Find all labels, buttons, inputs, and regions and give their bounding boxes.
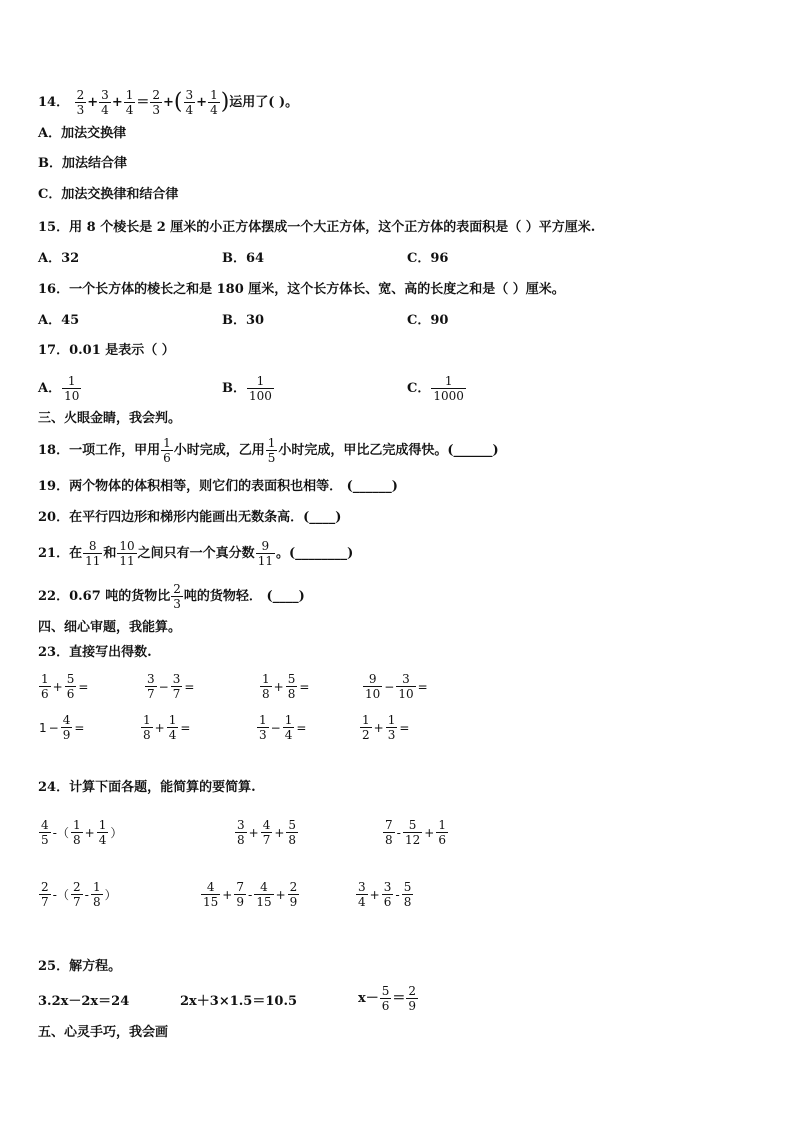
right-paren: ) xyxy=(220,89,230,115)
operator: + xyxy=(369,887,380,902)
question-18: 18．一项工作，甲用 $\frac{1}{6}$ 小时完成，乙用 $\frac{1}{5}$ 小时完成，甲比乙完成得快。(______) xyxy=(38,436,499,465)
question-15: 15．用 8 个棱长是 2 厘米的小正方体摆成一个大正方体，这个正方体的表面积是（ ）平方厘米. xyxy=(38,220,596,235)
fraction: $\frac{1}{100}$ xyxy=(249,374,272,403)
fraction: $\frac{1}{4}$ xyxy=(98,818,107,847)
q14-option-c[interactable]: C．加法交换律和结合律 xyxy=(38,187,179,202)
section-4-heading: 四、细心审题，我能算。 xyxy=(38,620,182,635)
fraction: $\frac{5}{8}$ xyxy=(403,880,412,909)
question-14: 14． $\frac{2}{3}$ + $\frac{3}{4}$ + $\frac{1}{4}$ ＝ $\frac{2}{3}$ +( $\frac{3}{4}$ + $\frac{1}{4}$ )运用了( )。 xyxy=(38,88,299,117)
operator: + xyxy=(424,825,435,840)
fraction: $\frac{4}{15}$ xyxy=(256,880,272,909)
fraction: $\frac{1}{8}$ xyxy=(92,880,101,909)
question-suffix: 运用了( )。 xyxy=(229,95,299,110)
question-25-title: 25．解方程。 xyxy=(38,959,122,974)
fraction: $\frac{2}{7}$ xyxy=(72,880,81,909)
q23-item-6: $\frac{1}{8}$ + $\frac{1}{4}$ = xyxy=(143,713,191,742)
fraction: $\frac{2}{3}$ xyxy=(76,88,85,117)
q24-expr-6 xyxy=(355,880,414,909)
fraction: $\frac{1}{6}$ xyxy=(438,818,446,847)
fraction: $\frac{1}{8}$ xyxy=(72,818,81,847)
fraction: $\frac{3}{6}$ xyxy=(383,880,392,909)
q23-item-5: 1 − $\frac{4}{9}$ = xyxy=(39,713,85,742)
fraction: $\frac{2}{3}$ xyxy=(152,88,161,117)
operator: + xyxy=(275,887,286,902)
fraction: $\frac{3}{4}$ xyxy=(185,88,194,117)
fraction: $\frac{4}{15}$ xyxy=(203,880,219,909)
fraction: $\frac{4}{7}$ xyxy=(262,818,271,847)
question-16: 16．一个长方体的棱长之和是 180 厘米，这个长方体长、宽、高的长度之和是（ ）厘米。 xyxy=(38,282,565,297)
q23-item-2: $\frac{3}{7}$ − $\frac{3}{7}$ = xyxy=(147,672,195,701)
q17-option-b[interactable]: B． $\frac{1}{100}$ xyxy=(222,374,272,403)
equation-2: 2x＋3×1.5＝10.5 xyxy=(180,994,298,1009)
q14-option-b[interactable]: B．加法结合律 xyxy=(38,156,127,171)
operator: - xyxy=(84,887,89,902)
operator: - xyxy=(396,825,401,840)
fraction: $\frac{1}{4}$ xyxy=(125,88,134,117)
operator: + xyxy=(222,887,233,902)
q17-option-a[interactable]: A． $\frac{1}{10}$ xyxy=(38,374,80,403)
fraction: $\frac{8}{11}$ xyxy=(85,539,101,568)
operator: + xyxy=(248,825,259,840)
q16-option-b[interactable]: B．30 xyxy=(222,313,265,328)
fraction: $\frac{9}{11}$ xyxy=(257,539,273,568)
question-20: 20．在平行四边形和梯形内能画出无数条高．(____) xyxy=(38,510,342,525)
fraction: $\frac{1}{4}$ xyxy=(210,88,218,117)
fraction: $\frac{1}{1000}$ xyxy=(433,374,464,403)
q14-option-a[interactable]: A．加法交换律 xyxy=(38,126,127,141)
q24-expr-4 xyxy=(38,880,118,909)
q16-option-c[interactable]: C．90 xyxy=(407,313,449,328)
fraction: $\frac{1}{5}$ xyxy=(267,436,276,465)
fraction: $\frac{3}{4}$ xyxy=(101,88,109,117)
operator: - xyxy=(247,887,253,902)
fraction: $\frac{7}{8}$ xyxy=(385,818,393,847)
operator: ） xyxy=(104,888,117,902)
q24-expr-1 xyxy=(38,818,123,847)
question-17: 17．0.01 是表示（ ） xyxy=(38,343,175,358)
operator: ） xyxy=(110,826,123,840)
q23-item-1: $\frac{1}{6}$ + $\frac{5}{6}$ = xyxy=(41,672,89,701)
fraction: $\frac{5}{8}$ xyxy=(288,818,297,847)
section-5-heading: 五、心灵手巧，我会画 xyxy=(38,1025,169,1040)
question-19: 19．两个物体的体积相等，则它们的表面积也相等． (______) xyxy=(38,479,398,494)
operator: + xyxy=(84,825,95,840)
operator: + xyxy=(274,825,285,840)
q15-option-a[interactable]: A．32 xyxy=(38,251,80,266)
q23-item-3: $\frac{1}{8}$ + $\frac{5}{8}$ = xyxy=(262,672,310,701)
q15-option-c[interactable]: C．96 xyxy=(407,251,449,266)
q17-option-c[interactable]: C． $\frac{1}{1000}$ xyxy=(407,374,464,403)
operator: -（ xyxy=(52,826,69,840)
question-23-title: 23．直接写出得数. xyxy=(38,645,152,660)
q24-expr-2 xyxy=(234,818,299,847)
q15-option-b[interactable]: B．64 xyxy=(222,251,265,266)
fraction: $\frac{2}{9}$ xyxy=(289,880,298,909)
fraction: $\frac{7}{9}$ xyxy=(236,880,244,909)
fraction: $\frac{2}{3}$ xyxy=(173,582,181,611)
q16-option-a[interactable]: A．45 xyxy=(38,313,80,328)
equation-3: x－ $\frac{5}{6}$ ＝ $\frac{2}{9}$ xyxy=(358,984,417,1013)
fraction: $\frac{10}{11}$ xyxy=(119,539,135,568)
left-paren: ( xyxy=(173,89,183,115)
question-21: 21．在 $\frac{8}{11}$ 和 $\frac{10}{11}$ 之间只有一个真分数 $\frac{9}{11}$ 。(________) xyxy=(38,539,354,568)
fraction: $\frac{5}{12}$ xyxy=(404,818,421,847)
fraction: $\frac{4}{5}$ xyxy=(41,818,49,847)
equation-1: 3.2x－2x＝24 xyxy=(38,994,130,1009)
operator: -（ xyxy=(52,888,69,902)
question-number: 14． xyxy=(38,95,70,110)
q24-expr-3 xyxy=(382,818,449,847)
q23-item-8: $\frac{1}{2}$ + $\frac{1}{3}$ = xyxy=(362,713,410,742)
q23-item-7: $\frac{1}{3}$ − $\frac{1}{4}$ = xyxy=(259,713,307,742)
operator: - xyxy=(395,887,400,902)
fraction: $\frac{3}{4}$ xyxy=(358,880,366,909)
section-3-heading: 三、火眼金睛，我会判。 xyxy=(38,411,182,426)
q23-item-4: $\frac{9}{10}$ − $\frac{3}{10}$ = xyxy=(365,672,428,701)
fraction: $\frac{1}{10}$ xyxy=(64,374,80,403)
fraction: $\frac{3}{8}$ xyxy=(237,818,245,847)
question-22: 22．0.67 吨的货物比 $\frac{2}{3}$ 吨的货物轻． (____) xyxy=(38,582,305,611)
fraction: $\frac{1}{6}$ xyxy=(163,436,171,465)
question-24-title: 24．计算下面各题，能简算的要简算. xyxy=(38,780,256,795)
q24-expr-5 xyxy=(200,880,300,909)
fraction: $\frac{2}{7}$ xyxy=(41,880,49,909)
